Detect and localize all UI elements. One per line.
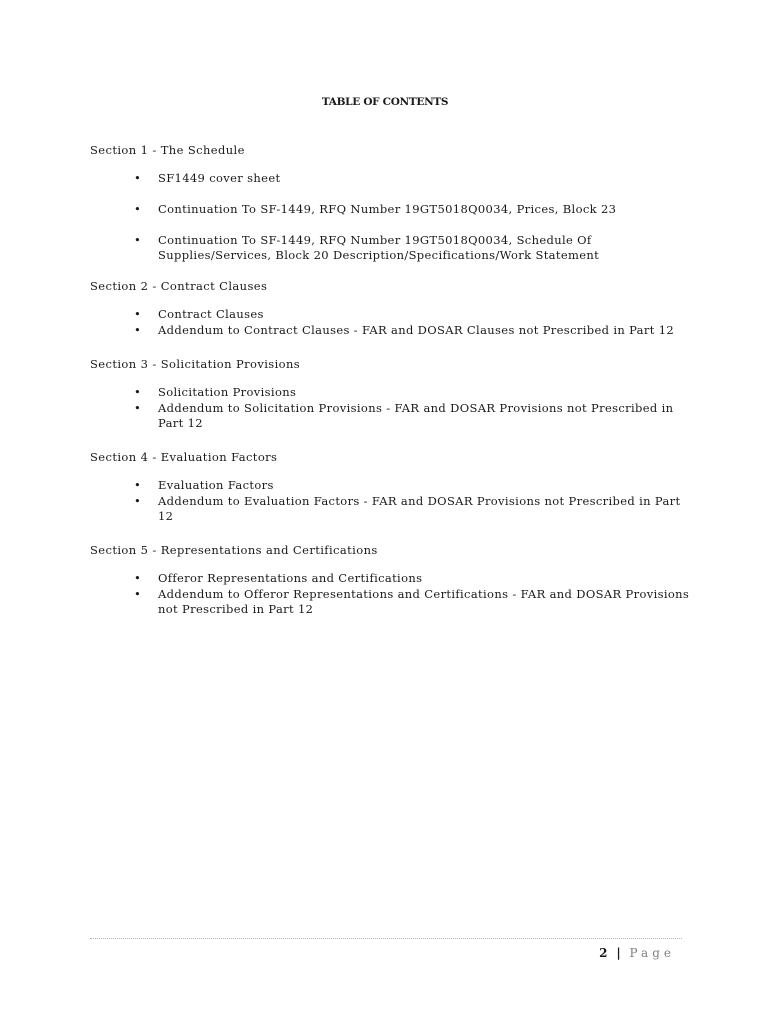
- section-items: [90, 385, 690, 431]
- list-item: [90, 494, 690, 524]
- item-text: Addendum to Contract Clauses - FAR and DOSAR Clauses not Prescribed in Part 12: [158, 323, 675, 337]
- item-text: Solicitation Provisions: [158, 385, 297, 399]
- list-item: [90, 401, 690, 431]
- list-item: [90, 385, 690, 400]
- toc-section-1: [90, 143, 690, 263]
- section-heading: Section 3 - Solicitation Provisions: [90, 357, 301, 371]
- page-label: Page: [629, 946, 675, 960]
- list-item: [90, 202, 690, 217]
- item-text: SF1449 cover sheet: [158, 171, 281, 185]
- page-number: 2: [599, 946, 608, 960]
- page-footer: [599, 946, 675, 960]
- item-text: Continuation To SF-1449, RFQ Number 19GT5018Q0034, Schedule Of Supplies/Services, Block 20 Description/Specifications/Work Statement: [158, 233, 600, 262]
- item-text: Contract Clauses: [158, 307, 264, 321]
- section-items: [90, 478, 690, 524]
- bullet-icon: •: [134, 233, 142, 247]
- item-text: Offeror Representations and Certifications: [158, 571, 423, 585]
- item-text: Evaluation Factors: [158, 478, 274, 492]
- section-items: [90, 171, 690, 263]
- bullet-icon: •: [134, 307, 142, 321]
- list-item: [90, 571, 690, 586]
- item-text: Addendum to Evaluation Factors - FAR and DOSAR Provisions not Prescribed in Part 12: [158, 494, 681, 523]
- bullet-icon: •: [134, 494, 142, 508]
- section-heading: Section 5 - Representations and Certifications: [90, 543, 378, 557]
- list-item: [90, 478, 690, 493]
- section-items: [90, 571, 690, 617]
- bullet-icon: •: [134, 587, 142, 601]
- bullet-icon: •: [134, 478, 142, 492]
- section-heading: Section 1 - The Schedule: [90, 143, 245, 157]
- bullet-icon: •: [134, 385, 142, 399]
- section-items: [90, 307, 690, 338]
- toc-section-2: [90, 279, 690, 338]
- bullet-icon: •: [134, 171, 142, 185]
- bullet-icon: •: [134, 202, 142, 216]
- toc-body: [90, 143, 690, 618]
- toc-section-5: [90, 543, 690, 617]
- list-item: [90, 323, 690, 338]
- toc-section-4: [90, 450, 690, 524]
- item-text: Addendum to Offeror Representations and Certifications - FAR and DOSAR Provisions not Prescribed in Part 12: [158, 587, 690, 616]
- item-text: Continuation To SF-1449, RFQ Number 19GT5018Q0034, Prices, Block 23: [158, 202, 617, 216]
- bullet-icon: •: [134, 401, 142, 415]
- bullet-icon: •: [134, 323, 142, 337]
- list-item: [90, 171, 690, 186]
- footer-separator: |: [616, 946, 622, 960]
- list-item: [90, 307, 690, 322]
- footer-divider: [90, 938, 682, 939]
- list-item: [90, 233, 690, 263]
- item-text: Addendum to Solicitation Provisions - FAR and DOSAR Provisions not Prescribed in Part 12: [158, 401, 674, 430]
- section-heading: Section 2 - Contract Clauses: [90, 279, 268, 293]
- list-item: [90, 587, 690, 617]
- section-heading: Section 4 - Evaluation Factors: [90, 450, 278, 464]
- toc-section-3: [90, 357, 690, 431]
- bullet-icon: •: [134, 571, 142, 585]
- toc-title: TABLE OF CONTENTS: [321, 96, 449, 108]
